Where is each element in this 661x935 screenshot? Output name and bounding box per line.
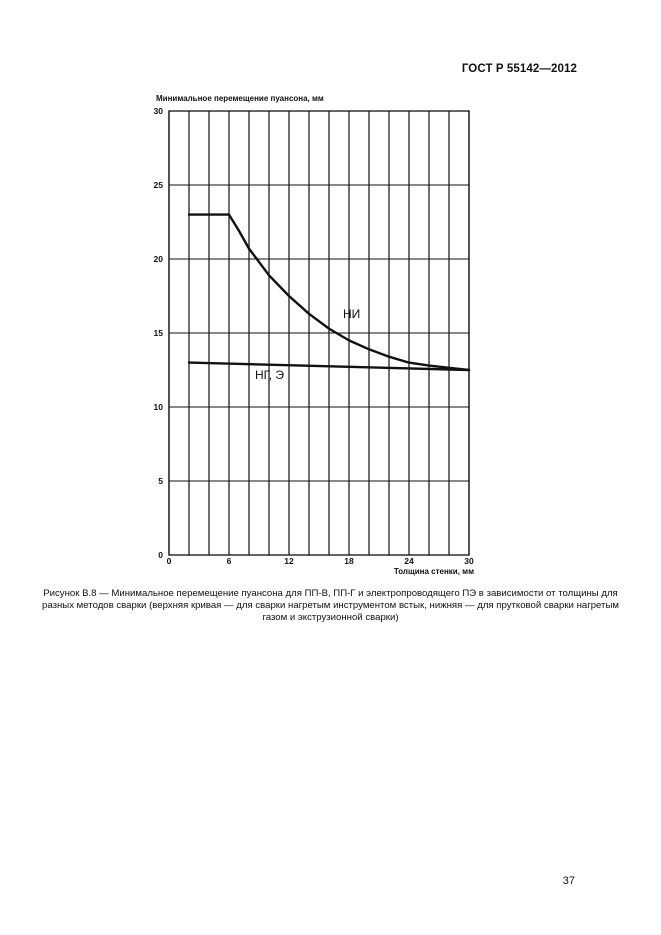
chart-labels [153, 94, 474, 576]
x-tick-label: 24 [404, 556, 414, 566]
y-tick-label: 25 [153, 180, 163, 190]
y-tick-label: 0 [158, 550, 163, 560]
y-axis-label: Минимальное перемещение пуансона, мм [156, 94, 324, 103]
x-tick-label: 12 [284, 556, 294, 566]
chart-grid [169, 111, 469, 555]
page-number: 37 [562, 875, 575, 887]
x-tick-label: 18 [344, 556, 354, 566]
x-tick-label: 30 [464, 556, 474, 566]
y-tick-label: 5 [158, 476, 163, 486]
y-tick-label: 20 [153, 254, 163, 264]
x-axis-label: Толщина стенки, мм [393, 567, 474, 576]
y-tick-label: 15 [153, 328, 163, 338]
y-tick-label: 30 [153, 106, 163, 116]
chart-ticks [154, 106, 474, 566]
figure-caption: Рисунок В.8 — Минимальное перемещение пуансона для ПП-В, ПП-Г и электропроводящего ПЭ в зависимости от толщины для разных методов сварки (верхняя кривая — для сварки нагретым инструментом встык, нижняя — для прутковой сварки нагретым газом и экструзионной сварки) [42, 588, 619, 624]
x-tick-label: 0 [166, 556, 172, 566]
document-code: ГОСТ Р 55142—2012 [461, 63, 577, 75]
series-label-1: НИ [343, 307, 361, 322]
x-tick-label: 6 [226, 556, 232, 566]
series-label-2: НГ, Э [255, 367, 284, 382]
y-tick-label: 10 [153, 402, 163, 412]
chart-annotations [255, 307, 360, 382]
